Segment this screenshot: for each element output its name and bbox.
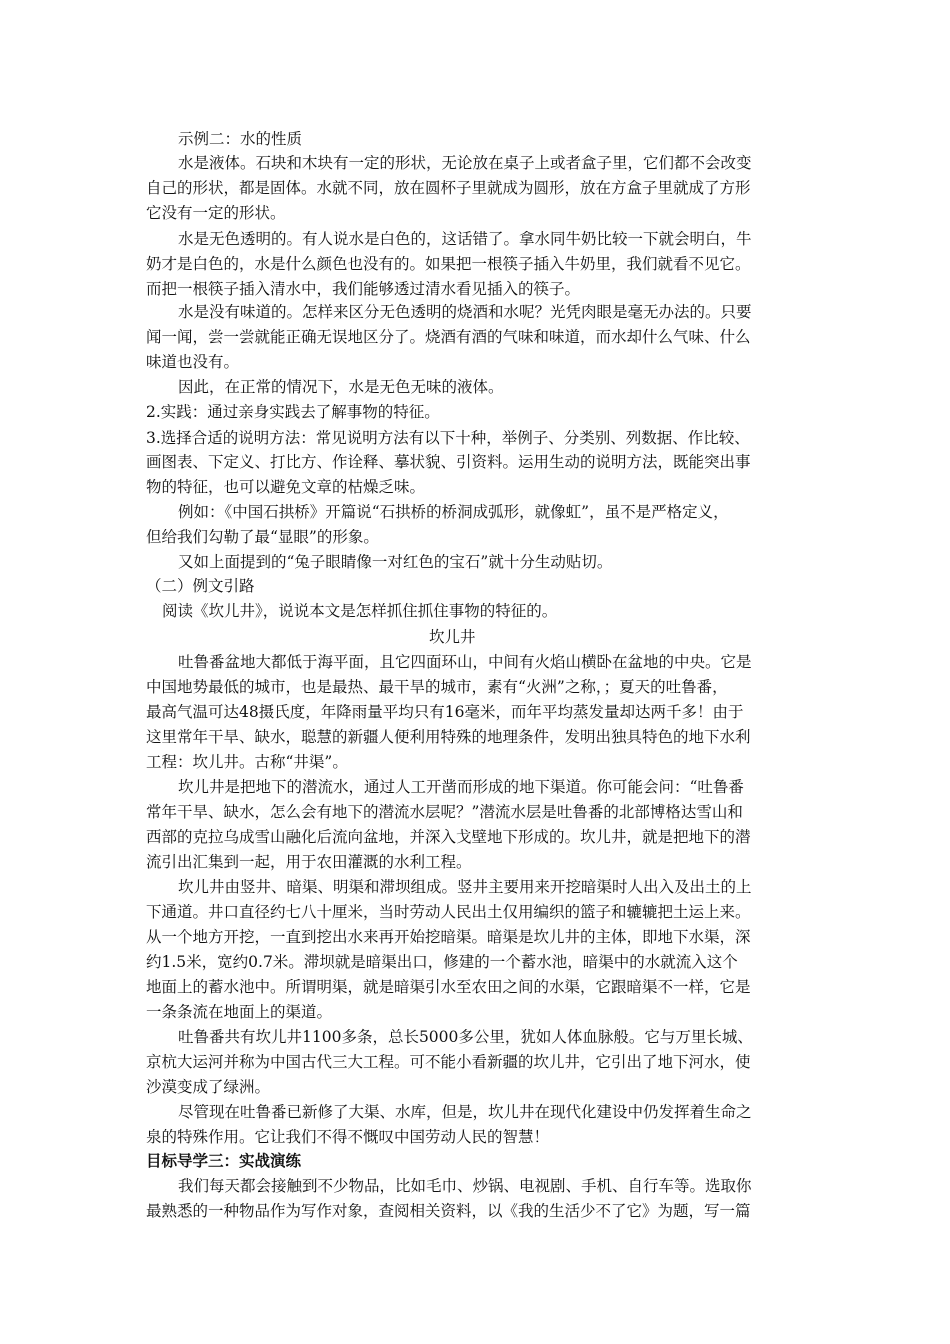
essay-line: 地面上的蓄水池中。所谓明渠，就是暗渠引水至农田之间的水渠，它跟暗渠不一样，它是 xyxy=(146,978,751,996)
essay-line: 常年干旱、缺水，怎么会有地下的潜流水层呢？”潜流水层是吐鲁番的北部博格达雪山和 xyxy=(146,803,743,821)
essay-line: 沙漠变成了绿洲。 xyxy=(146,1078,271,1096)
section-two-heading: （二）例文引路 xyxy=(146,577,255,595)
point-3-line: 物的特征，也可以避免文章的枯燥乏味。 xyxy=(146,478,426,496)
point-2: 2.实践：通过亲身实践去了解事物的特征。 xyxy=(146,403,440,421)
essay-line: 西部的克拉乌成雪山融化后流向盆地，并深入戈壁地下形成的。坎儿井，就是把地下的潜 xyxy=(146,828,751,846)
essay-line: 一条条流在地面上的渠道。 xyxy=(146,1003,333,1021)
section-two-instruction: 阅读《坎儿井》，说说本文是怎样抓住抓住事物的特征的。 xyxy=(162,602,558,620)
paragraph-line: 味道也没有。 xyxy=(146,353,240,371)
example-two-heading: 示例二：水的性质 xyxy=(178,130,303,148)
paragraph-line: 水是没有味道的。怎样来区分无色透明的烧酒和水呢？光凭肉眼是毫无办法的。只要 xyxy=(178,303,752,321)
essay-line: 流引出汇集到一起，用于农田灌溉的水利工程。 xyxy=(146,853,472,871)
essay-line: 京杭大运河并称为中国古代三大工程。可不能小看新疆的坎儿井，它引出了地下河水，使 xyxy=(146,1053,751,1071)
point-3-line: 3.选择合适的说明方法：常见说明方法有以下十种，举例子、分类别、列数据、作比较、 xyxy=(146,429,750,447)
essay-line: 从一个地方开挖，一直到挖出水来再开始挖暗渠。暗渠是坎儿井的主体，即地下水渠，深 xyxy=(146,928,751,946)
goal-three-line: 我们每天都会接触到不少物品，比如毛巾、炒锅、电视剧、手机、自行车等。选取你 xyxy=(178,1177,752,1195)
goal-three-line: 最熟悉的一种物品作为写作对象，查阅相关资料，以《我的生活少不了它》为题，写一篇 xyxy=(146,1202,751,1220)
essay-line: 这里常年干旱、缺水，聪慧的新疆人便利用特殊的地理条件，发明出独具特色的地下水利 xyxy=(146,728,751,746)
paragraph-line: 因此，在正常的情况下，水是无色无味的液体。 xyxy=(178,378,504,396)
essay-line: 中国地势最低的城市，也是最热、最干旱的城市，素有“火洲”之称，；夏天的吐鲁番， xyxy=(146,678,728,696)
point-3-line: 画图表、下定义、打比方、作诠释、摹状貌、引资料。运用生动的说明方法，既能突出事 xyxy=(146,453,751,471)
paragraph-line: 自己的形状，都是固体。水就不同，放在圆杯子里就成为圆形，放在方盒子里就成了方形 xyxy=(146,179,751,197)
essay-line: 下通道。井口直径约七八十厘米，当时劳动人民出土仅用编织的篮子和辘辘把土运上来。 xyxy=(146,903,751,921)
paragraph-line: 奶才是白色的，水是什么颜色也没有的。如果把一根筷子插入牛奶里，我们就看不见它。 xyxy=(146,255,751,273)
example-bridge-line: 但给我们勾勒了最“显眼”的形象。 xyxy=(146,528,379,546)
essay-line: 尽管现在吐鲁番已新修了大渠、水库，但是，坎儿井在现代化建设中仍发挥着生命之 xyxy=(178,1103,752,1121)
paragraph-line: 水是液体。石块和木块有一定的形状，无论放在桌子上或者盒子里，它们都不会改变 xyxy=(178,154,752,172)
essay-line: 坎儿井是把地下的潜流水，通过人工开凿而形成的地下渠道。你可能会问：“吐鲁番 xyxy=(178,778,744,796)
goal-three-heading: 目标导学三：实战演练 xyxy=(146,1152,302,1170)
paragraph-line: 水是无色透明的。有人说水是白色的，这话错了。拿水同牛奶比较一下就会明白，牛 xyxy=(178,230,752,248)
example-bridge-line: 例如：《中国石拱桥》开篇说“石拱桥的桥洞成弧形，就像虹”，虽不是严格定义， xyxy=(178,503,729,521)
paragraph-line: 它没有一定的形状。 xyxy=(146,204,286,222)
example-rabbit-line: 又如上面提到的“兔子眼睛像一对红色的宝石”就十分生动贴切。 xyxy=(178,553,613,571)
paragraph-line: 闻一闻，尝一尝就能正确无误地区分了。烧酒有酒的气味和味道，而水却什么气味、什么 xyxy=(146,328,751,346)
essay-line: 约1.5米，宽约0.7米。滞坝就是暗渠出口，修建的一个蓄水池，暗渠中的水就流入这个 xyxy=(146,953,738,971)
essay-line: 工程：坎儿井。古称“井渠”。 xyxy=(146,753,348,771)
essay-line: 最高气温可达48摄氏度，年降雨量平均只有16毫米，而年平均蒸发量却达两千多！由于 xyxy=(146,703,744,721)
paragraph-line: 而把一根筷子插入清水中，我们能够透过清水看见插入的筷子。 xyxy=(146,280,581,298)
essay-line: 吐鲁番盆地大都低于海平面，且它四面环山，中间有火焰山横卧在盆地的中央。它是 xyxy=(178,653,752,671)
essay-line: 吐鲁番共有坎儿井1100多条，总长5000多公里，犹如人体血脉般。它与万里长城、 xyxy=(178,1028,753,1046)
essay-line: 坎儿井由竖井、暗渠、明渠和滞坝组成。竖井主要用来开挖暗渠时人出入及出土的上 xyxy=(178,878,752,896)
essay-line: 泉的特殊作用。它让我们不得不慨叹中国劳动人民的智慧！ xyxy=(146,1128,550,1146)
essay-title: 坎儿井 xyxy=(429,628,476,646)
